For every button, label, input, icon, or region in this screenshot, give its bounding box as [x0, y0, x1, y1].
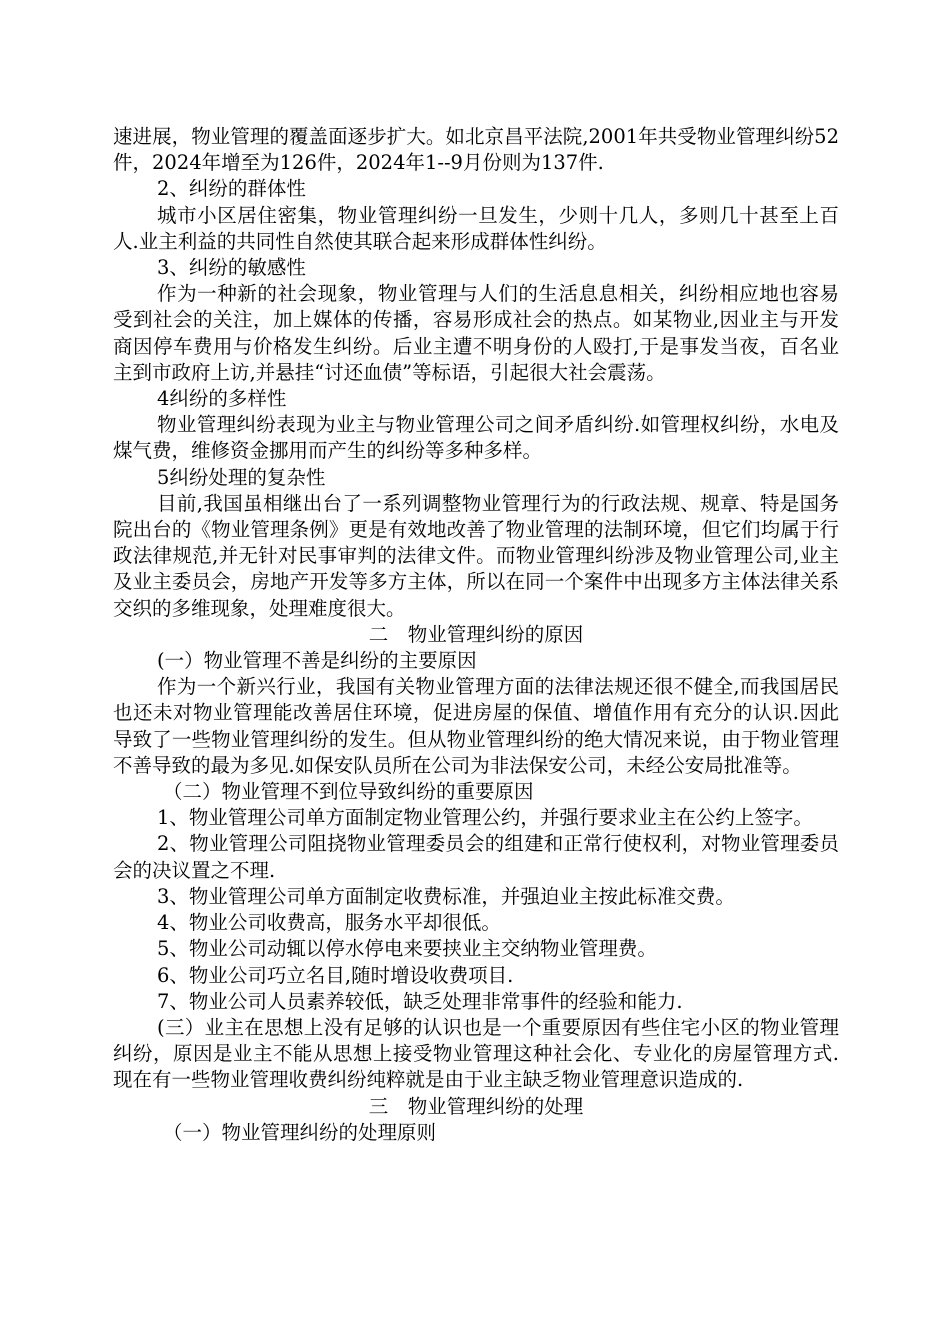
- subheading-poor-management: (一）物业管理不善是纠纷的主要原因: [157, 649, 477, 673]
- paragraph-group-nature: 城市小区居住密集，物业管理纠纷一旦发生，少则十几人，多则几十甚至上百人.业主利益的共同性自然使其联合起来形成群体性纠纷。: [113, 203, 839, 253]
- subheading-sensitivity: 3、纠纷的敏感性: [157, 256, 306, 280]
- section-heading-handling: 三 物业管理纠纷的处理: [368, 1094, 584, 1118]
- list-item-1: 1、物业管理公司单方面制定物业管理公约，并强行要求业主在公约上签字。: [157, 806, 813, 830]
- paragraph-owner-awareness: (三）业主在思想上没有足够的认识也是一个重要原因有些住宅小区的物业管理纠纷，原因是业主不能从思想上接受物业管理这种社会化、专业化的房屋管理方式.现在有一些物业管理收费纠纷纯粹就是由于业主缺乏物业管理意识造成的.: [113, 1015, 839, 1092]
- list-item-6: 6、物业公司巧立名目,随时增设收费项目.: [157, 963, 514, 987]
- list-item-7: 7、物业公司人员素养较低，缺乏处理非常事件的经验和能力.: [157, 989, 683, 1013]
- list-item-5: 5、物业公司动辄以停水停电来要挟业主交纳物业管理费。: [157, 937, 657, 961]
- list-item-3: 3、物业管理公司单方面制定收费标准，并强迫业主按此标准交费。: [157, 884, 735, 908]
- paragraph-case-stats: 速进展，物业管理的覆盖面逐步扩大。如北京昌平法院,2001年共受物业管理纠纷52件，2024年增至为126件，2024年1--9月份则为137件.: [113, 125, 839, 175]
- list-item-4: 4、物业公司收费高，服务水平却很低。: [157, 911, 501, 935]
- list-item-2: 2、物业管理公司阻挠物业管理委员会的组建和正常行使权利，对物业管理委员会的决议置之不理.: [113, 832, 839, 882]
- paragraph-complexity: 目前,我国虽相继出台了一系列调整物业管理行为的行政法规、规章、特是国务院出台的《物业管理条例》更是有效地改善了物业管理的法制环境，但它们均属于行政法律规范,并无针对民事审判的法律文件。而物业管理纠纷涉及物业管理公司,业主及业主委员会，房地产开发等多方主体，所以在同一个案件中出现多方主体法律关系交织的多维现象，处理难度很大。: [113, 491, 839, 620]
- paragraph-diversity: 物业管理纠纷表现为业主与物业管理公司之间矛盾纠纷.如管理权纠纷，水电及煤气费，维修资金挪用而产生的纠纷等多种多样。: [113, 413, 839, 463]
- paragraph-sensitivity: 作为一种新的社会现象，物业管理与人们的生活息息相关，纠纷相应地也容易受到社会的关注，加上媒体的传播，容易形成社会的热点。如某物业,因业主与开发商因停车费用与价格发生纠纷。后业主遭不明身份的人殴打,于是事发当夜，百名业主到市政府上访,并悬挂“讨还血债”等标语，引起很大社会震荡。: [113, 282, 839, 384]
- document-page: [113, 124, 839, 1146]
- subheading-inadequate-management: （二）物业管理不到位导致纠纷的重要原因: [163, 780, 534, 804]
- section-heading-causes: 二 物业管理纠纷的原因: [368, 622, 584, 646]
- subheading-diversity: 4纠纷的多样性: [157, 387, 287, 411]
- subheading-complexity: 5纠纷处理的复杂性: [157, 465, 326, 489]
- subheading-handling-principles: （一）物业管理纠纷的处理原则: [163, 1120, 437, 1144]
- paragraph-poor-management: 作为一个新兴行业，我国有关物业管理方面的法律法规还很不健全,而我国居民也还未对物业管理能改善居住环境，促进房屋的保值、增值作用有充分的认识.因此导致了一些物业管理纠纷的发生。但从物业管理纠纷的绝大情况来说，由于物业管理不善导致的最为多见.如保安队员所在公司为非法保安公司，未经公安局批准等。: [113, 675, 839, 777]
- subheading-group-nature: 2、纠纷的群体性: [157, 177, 306, 201]
